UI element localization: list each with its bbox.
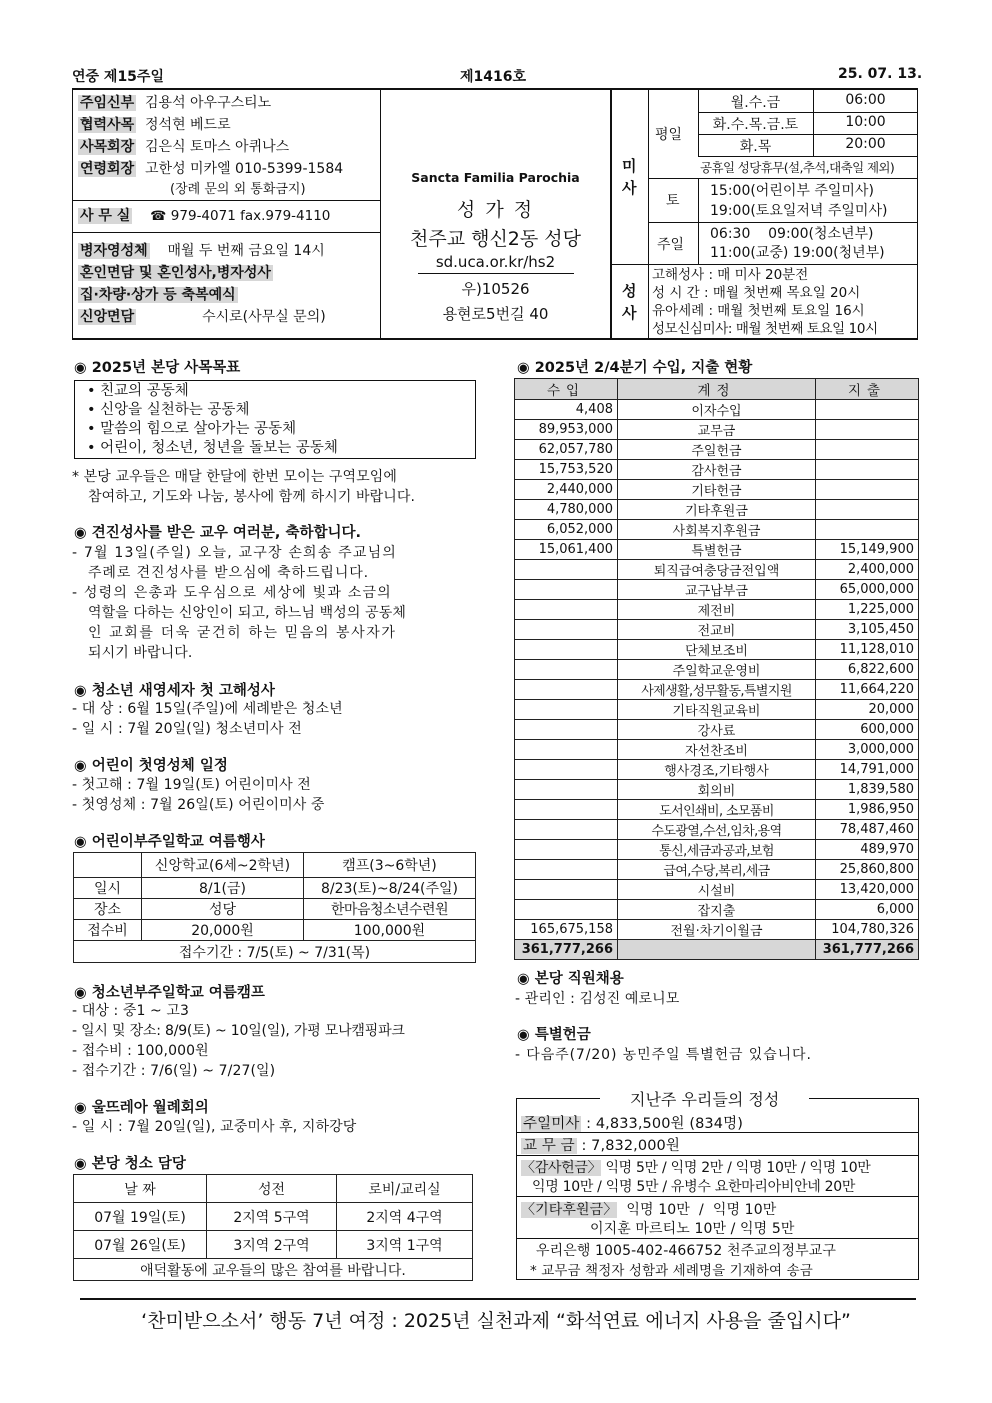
finance-row: [515, 420, 919, 440]
finance-row: [515, 680, 919, 700]
finance-income: 15,753,520: [515, 460, 618, 480]
summer-key: 접수비: [74, 920, 142, 941]
offering-sunday: [521, 1112, 743, 1133]
summer-blank-cell: [74, 853, 142, 878]
finance-account: 기타후원금: [618, 500, 816, 520]
finance-account: 퇴직급여충당금전입액: [618, 560, 816, 580]
sacrament-line: 유아세례 : 매월 첫번째 토요일 16시: [652, 303, 865, 319]
summer-header: 신앙학교(6세~2학년): [142, 853, 304, 878]
finance-income: [515, 780, 618, 800]
info-value: 고한성 미카엘 010-5399-1584: [145, 161, 344, 177]
parish-zip: 우)10526: [461, 280, 530, 298]
finance-account: 교무금: [618, 420, 816, 440]
finance-expense: 65,000,000: [816, 580, 919, 600]
weekday-days: 화.목: [739, 139, 772, 155]
finance-account: 강사료: [618, 720, 816, 740]
goal-item: • 말씀의 힘으로 살아가는 공동체: [87, 421, 297, 437]
finance-expense: [816, 520, 919, 540]
sunday-mass: 06:30 09:00(청소년부): [710, 226, 874, 242]
finance-expense: 6,000: [816, 900, 919, 920]
finance-income: [515, 600, 618, 620]
finance-expense: 6,822,600: [816, 660, 919, 680]
finance-account: 사회복지후원금: [618, 520, 816, 540]
visit-value: 수시로(사무실 문의): [202, 309, 326, 325]
finance-income: [515, 620, 618, 640]
sacrament-line: 성모신심미사: 매월 첫번째 토요일 10시: [652, 321, 878, 337]
finance-income: [515, 660, 618, 680]
finance-row: [515, 620, 919, 640]
cleaning-cell: 3지역 1구역: [337, 1231, 473, 1259]
finance-expense: 489,970: [816, 840, 919, 860]
finance-expense: 3,105,450: [816, 620, 919, 640]
confirmation-line: - 7월 13일(주일) 오늘, 교구장 손희송 주교님의: [72, 545, 398, 561]
summer-cell: 20,000원: [142, 920, 304, 941]
confirmation-line: 인 교회를 더욱 굳건히 하는 믿음의 봉사자가: [88, 625, 397, 641]
goals-box: [74, 380, 476, 459]
offering-thanks-line2: 익명 10만 / 익명 5만 / 유병수 요한마리아비안네 20만: [532, 1179, 856, 1195]
finance-account: 감사헌금: [618, 460, 816, 480]
finance-row: [515, 480, 919, 500]
info-note: (장례 문의 외 통화금지): [170, 182, 306, 197]
offering-thanks-label: 〈감사헌금〉: [521, 1160, 602, 1176]
finance-row: [515, 640, 919, 660]
saturday-label: 토: [666, 193, 680, 209]
finance-expense: 3,000,000: [816, 740, 919, 760]
finance-account: 잡지출: [618, 900, 816, 920]
sunday-label: 주일: [657, 237, 685, 253]
youth-confession-line: - 일 시 : 7월 20일(일) 청소년미사 전: [72, 721, 302, 737]
finance-expense: 600,000: [816, 720, 919, 740]
finance-expense: 78,487,460: [816, 820, 919, 840]
offering-other: [521, 1199, 776, 1219]
staff-title: ◉ 본당 직원채용: [517, 971, 624, 987]
finance-account: 교구납부금: [618, 580, 816, 600]
youth-confession-title: ◉ 청소년 새영세자 첫 고해성사: [74, 683, 275, 699]
finance-income: [515, 820, 618, 840]
finance-expense: 15,149,900: [816, 540, 919, 560]
confirmation-line: - 성령의 은총과 도우심으로 세상에 빛과 소금의: [72, 585, 392, 601]
goal-item: • 신앙을 실천하는 공동체: [87, 402, 250, 418]
finance-expense: [816, 500, 919, 520]
finance-expense: [816, 420, 919, 440]
finance-income: 4,780,000: [515, 500, 618, 520]
cleaning-header: 로비/교리실: [337, 1175, 473, 1203]
goal-item: • 친교의 공동체: [87, 383, 189, 399]
special-offering-line: - 다음주(7/20) 농민주일 특별헌금 있습니다.: [515, 1047, 812, 1063]
finance-account: 특별헌금: [618, 540, 816, 560]
info-label: 협력사목: [80, 117, 135, 133]
finance-account: 전교비: [618, 620, 816, 640]
weekday-time: 20:00: [845, 136, 886, 152]
finance-row: [515, 580, 919, 600]
weekday-days: 월.수.금: [730, 95, 781, 111]
office-label: 사 무 실: [80, 208, 131, 224]
goals-note: * 본당 교우들은 매달 한달에 한번 모이는 구역모임에: [72, 469, 398, 485]
cleaning-date: 07월 26일(토): [74, 1231, 207, 1259]
finance-income: [515, 760, 618, 780]
visit-label: 혼인면담 및 혼인성사,병자성사: [80, 265, 271, 281]
sacrament-line: 고해성사 : 매 미사 20분전: [652, 267, 809, 283]
finance-account: 단체보조비: [618, 640, 816, 660]
footer-rule: [80, 1298, 916, 1300]
finance-expense: 104,780,326: [816, 920, 919, 940]
finance-account: 시설비: [618, 880, 816, 900]
visit-value: 매월 두 번째 금요일 14시: [167, 243, 325, 259]
cleaning-table: [73, 1174, 473, 1281]
summer-event-table: [73, 852, 476, 963]
cleaning-cell: 3지역 2구역: [207, 1231, 337, 1259]
finance-expense: 11,664,220: [816, 680, 919, 700]
goal-item: • 어린이, 청소년, 청년을 돌보는 공동체: [87, 440, 338, 456]
info-label: 주임신부: [80, 95, 135, 111]
finance-income: [515, 560, 618, 580]
finance-row: [515, 900, 919, 920]
clergy-info: [78, 92, 343, 198]
finance-income: [515, 640, 618, 660]
offering-dues-label: 교 무 금: [523, 1138, 575, 1154]
finance-account: 행사경조,기타행사: [618, 760, 816, 780]
finance-row: [515, 600, 919, 620]
summer-cell: 성당: [142, 899, 304, 920]
finance-expense: [816, 460, 919, 480]
finance-expense: 1,839,580: [816, 780, 919, 800]
finance-row: [515, 520, 919, 540]
finance-header-expense: 지출: [816, 379, 919, 400]
finance-row: [515, 800, 919, 820]
finance-header-income: 수입: [515, 379, 618, 400]
summer-header: 캠프(3~6학년): [304, 853, 476, 878]
offering-bank-note: * 교무금 책정자 성함과 세례명을 기재하여 송금: [530, 1263, 813, 1279]
finance-income: 62,057,780: [515, 440, 618, 460]
parish-address: 용현로5번길 40: [442, 305, 549, 323]
parish-name: 성 가 정: [456, 199, 535, 221]
info-label: 연령회장: [80, 161, 135, 177]
finance-row: [515, 540, 919, 560]
offering-dues-value: : 7,832,000원: [576, 1138, 680, 1154]
phone-icon: ☎: [150, 209, 167, 224]
saturday-mass: 15:00(어린이부 주일미사): [710, 183, 874, 199]
finance-row: [515, 460, 919, 480]
finance-row: [515, 720, 919, 740]
finance-income: [515, 840, 618, 860]
saturday-mass: 19:00(토요일저녁 주일미사): [710, 203, 888, 219]
weekday-label: 평일: [655, 127, 683, 143]
finance-expense: 20,000: [816, 700, 919, 720]
finance-expense: 2,400,000: [816, 560, 919, 580]
finance-row: [515, 440, 919, 460]
finance-expense: [816, 480, 919, 500]
header-left: 연중 제15주일: [72, 69, 164, 85]
confirmation-line: 주례로 견진성사를 받으심에 축하드립니다.: [88, 565, 370, 581]
finance-account: 전월·차기이월금: [618, 920, 816, 940]
summer-cell: 100,000원: [304, 920, 476, 941]
goals-title: ◉ 2025년 본당 사목목표: [74, 360, 241, 376]
offering-thanks-line: 익명 5만 / 익명 2만 / 익명 10만 / 익명 10만: [601, 1160, 871, 1176]
finance-row: [515, 840, 919, 860]
summer-period: 접수기간 : 7/5(토) ~ 7/31(목): [74, 941, 476, 963]
finance-income: [515, 860, 618, 880]
finance-income: 89,953,000: [515, 420, 618, 440]
finance-total-expense: 361,777,266: [816, 940, 919, 960]
parish-block: [381, 170, 610, 324]
sacrament-label: 성사: [622, 282, 637, 322]
offering-other-label: 〈기타후원금〉: [521, 1202, 618, 1218]
info-label: 사목회장: [80, 139, 135, 155]
finance-account: 주일학교운영비: [618, 660, 816, 680]
summer-key: 일시: [74, 878, 142, 899]
finance-expense: 14,791,000: [816, 760, 919, 780]
confirmation-line: 역할을 다하는 신앙인이 되고, 하느님 백성의 공동체: [88, 605, 406, 621]
info-value: 김은식 토마스 아퀴나스: [145, 139, 290, 155]
visit-info: [78, 240, 326, 328]
finance-table: [514, 378, 919, 960]
finance-row: [515, 760, 919, 780]
visit-label: 집·차량·상가 등 축복예식: [80, 287, 236, 303]
office-row: [78, 205, 330, 225]
finance-income: [515, 880, 618, 900]
parish-url[interactable]: sd.uca.or.kr/hs2: [435, 253, 556, 271]
confirmation-title: ◉ 견진성사를 받은 교우 여러분, 축하합니다.: [74, 525, 362, 541]
finance-income: 15,061,400: [515, 540, 618, 560]
summer-cell: 한마음청소년수련원: [304, 899, 476, 920]
finance-row: [515, 400, 919, 420]
cleaning-title: ◉ 본당 청소 담당: [74, 1156, 186, 1172]
office-phone: 979-4071 fax.979-4110: [170, 208, 331, 224]
youth-camp-line: - 접수비 : 100,000원: [72, 1043, 209, 1059]
finance-row: [515, 660, 919, 680]
offering-thanks: [521, 1157, 871, 1177]
finance-income: 6,052,000: [515, 520, 618, 540]
finance-account: 수도광열,수선,임차,용역: [618, 820, 816, 840]
finance-expense: 1,225,000: [816, 600, 919, 620]
parish-latin: Sancta Familia Parochia: [411, 170, 580, 185]
finance-income: [515, 720, 618, 740]
staff-line: - 관리인 : 김성진 예로니모: [515, 991, 680, 1007]
finance-row: [515, 560, 919, 580]
visit-label: 신앙면담: [80, 309, 135, 325]
finance-row: [515, 820, 919, 840]
finance-account: 도서인쇄비, 소모품비: [618, 800, 816, 820]
finance-account: 이자수입: [618, 400, 816, 420]
youth-confession-line: - 대 상 : 6월 15일(주일)에 세례받은 청소년: [72, 701, 343, 717]
finance-row: [515, 920, 919, 940]
finance-income: [515, 800, 618, 820]
finance-income: 2,440,000: [515, 480, 618, 500]
issue-date: 25. 07. 13.: [838, 66, 923, 82]
offering-bank: 우리은행 1005-402-466752 천주교의정부교구: [536, 1243, 836, 1259]
finance-row: [515, 740, 919, 760]
finance-income: [515, 900, 618, 920]
finance-row: [515, 700, 919, 720]
weekday-time: 06:00: [845, 92, 886, 108]
cleaning-cell: 2지역 5구역: [207, 1203, 337, 1231]
issue-number: 제1416호: [460, 69, 527, 85]
offering-sunday-value: : 4,833,500원 (834명): [581, 1116, 743, 1132]
info-value: 김용석 아우구스티노: [145, 95, 272, 111]
finance-title: ◉ 2025년 2/4분기 수입, 지출 현황: [517, 360, 753, 376]
finance-expense: 1,986,950: [816, 800, 919, 820]
ultreya-line: - 일 시 : 7월 20일(일), 교중미사 후, 지하강당: [72, 1119, 357, 1135]
finance-header-account: 계정: [618, 379, 816, 400]
finance-account: 주일헌금: [618, 440, 816, 460]
finance-total-income: 361,777,266: [515, 940, 618, 960]
offering-sunday-label: 주일미사: [523, 1116, 580, 1132]
finance-expense: 11,128,010: [816, 640, 919, 660]
special-offering-title: ◉ 특별헌금: [517, 1027, 591, 1043]
finance-row: [515, 860, 919, 880]
summer-cell: 8/23(토)~8/24(주일): [304, 878, 476, 899]
sacrament-lines: [652, 266, 878, 338]
cleaning-note: 애덕활동에 교우들의 많은 참여를 바랍니다.: [74, 1259, 473, 1281]
finance-expense: [816, 440, 919, 460]
visit-label: 병자영성체: [80, 243, 148, 259]
finance-total-blank: [618, 940, 816, 960]
finance-account: 기타직원교육비: [618, 700, 816, 720]
summer-event-title: ◉ 어린이부주일학교 여름행사: [74, 834, 265, 850]
finance-account: 회의비: [618, 780, 816, 800]
finance-income: [515, 580, 618, 600]
sacrament-line: 성 시 간 : 매월 첫번째 목요일 20시: [652, 285, 861, 301]
info-value: 정석현 베드로: [145, 117, 231, 133]
finance-income: [515, 700, 618, 720]
parish-full-name: 천주교 행신2동 성당: [410, 228, 581, 250]
finance-row: [515, 880, 919, 900]
finance-account: 통신,세금과공과,보험: [618, 840, 816, 860]
summer-cell: 8/1(금): [142, 878, 304, 899]
finance-expense: 13,420,000: [816, 880, 919, 900]
footer-campaign: ‘찬미받으소서’ 행동 7년 여정 : 2025년 실천과제 “화석연료 에너지 사용을 줄입시다”: [141, 1310, 851, 1332]
offering-other-line2: 이지훈 마르티노 10만 / 익명 5만: [590, 1221, 795, 1237]
first-communion-line: - 첫영성체 : 7월 26일(토) 어린이미사 중: [72, 797, 325, 813]
youth-camp-line: - 접수기간 : 7/6(일) ~ 7/27(일): [72, 1063, 276, 1079]
youth-camp-title: ◉ 청소년부주일학교 여름캠프: [74, 985, 265, 1001]
finance-row: [515, 780, 919, 800]
ultreya-title: ◉ 울뜨레아 월례회의: [74, 1100, 209, 1116]
weekday-days: 화.수.목.금.토: [712, 117, 799, 133]
finance-income: 4,408: [515, 400, 618, 420]
cleaning-cell: 2지역 4구역: [337, 1203, 473, 1231]
finance-income: [515, 680, 618, 700]
finance-income: [515, 740, 618, 760]
offering-title: 지난주 우리들의 정성: [600, 1087, 809, 1110]
cleaning-date: 07월 19일(토): [74, 1203, 207, 1231]
summer-key: 장소: [74, 899, 142, 920]
finance-expense: [816, 400, 919, 420]
finance-expense: 25,860,800: [816, 860, 919, 880]
youth-camp-line: - 대상 : 중1 ~ 고3: [72, 1003, 190, 1019]
finance-account: 자선찬조비: [618, 740, 816, 760]
finance-account: 급여,수당,복리,세금: [618, 860, 816, 880]
weekday-note: 공휴일 성당휴무(설,추석,대축일 제외): [700, 160, 895, 175]
first-communion-title: ◉ 어린이 첫영성체 일정: [74, 758, 228, 774]
finance-row: [515, 500, 919, 520]
youth-camp-line: - 일시 및 장소: 8/9(토) ~ 10일(일), 가평 모나캠핑파크: [72, 1023, 405, 1039]
weekday-time: 10:00: [845, 114, 886, 130]
offering-dues: [521, 1134, 680, 1155]
cleaning-header: 날 짜: [74, 1175, 207, 1203]
finance-income: 165,675,158: [515, 920, 618, 940]
finance-account: 사제생활,성무활동,특별지원: [618, 680, 816, 700]
offering-other-line: 익명 10만 / 익명 10만: [617, 1202, 777, 1218]
finance-account: 제전비: [618, 600, 816, 620]
finance-account: 기타헌금: [618, 480, 816, 500]
confirmation-line: 되시기 바랍니다.: [88, 645, 193, 661]
cleaning-header: 성전: [207, 1175, 337, 1203]
goals-note: 참여하고, 기도와 나눔, 봉사에 함께 하시기 바랍니다.: [88, 489, 416, 505]
mass-label: 미사: [622, 157, 637, 197]
sunday-mass: 11:00(교중) 19:00(청년부): [710, 245, 885, 261]
first-communion-line: - 첫고해 : 7월 19일(토) 어린이미사 전: [72, 777, 311, 793]
